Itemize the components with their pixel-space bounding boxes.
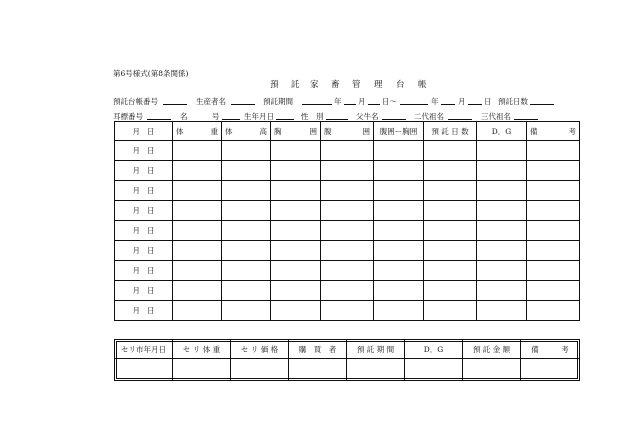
data-cell[interactable] [222,301,271,321]
header-text: 体 [225,126,233,136]
grandsire2-underline [448,119,472,120]
data-cell[interactable] [271,301,321,321]
month-label: 月 [132,146,140,155]
data-cell[interactable] [271,141,321,161]
data-cell[interactable] [374,181,424,201]
data-cell[interactable] [424,241,477,261]
date-cell [115,201,173,221]
day-label: 日 [147,306,155,315]
table-row [115,261,580,281]
day-label: 日 [147,186,155,195]
day2-label: 日 [484,97,492,106]
date-cell [115,241,173,261]
year2-label: 年 [431,97,439,106]
month-label: 月 [132,166,140,175]
ledger-number-underline [163,104,187,105]
data-cell[interactable] [477,141,527,161]
date-cell [115,261,173,281]
table-row [115,161,580,181]
data-cell[interactable] [222,241,271,261]
sale-table [114,339,580,381]
month1-underline [344,104,356,105]
data-cell[interactable] [477,161,527,181]
days-label: 預託日数 [498,97,528,106]
data-cell[interactable] [374,201,424,221]
month-label: 月 [132,246,140,255]
sale-table-header [115,340,580,359]
data-cell[interactable] [271,261,321,281]
sale-header-cell: 購 買 者 [289,340,347,359]
date-cell [115,281,173,301]
header-text: 重 [210,126,218,136]
data-cell[interactable] [173,181,222,201]
table-row [115,301,580,321]
data-cell[interactable] [424,161,477,181]
data-cell[interactable] [477,181,527,201]
measurement-header-cell [374,122,424,141]
measurement-table [114,121,580,321]
sale-header-cell: 預 託 期 間 [347,340,405,359]
day-label: 日 [147,146,155,155]
title-char: 帳 [418,80,427,90]
header-text: 囲 [362,126,370,136]
name-underline [222,119,240,120]
sale-header-cell: セリ市年月日 [115,340,173,359]
data-cell[interactable] [271,181,321,201]
sale-header-cell: セ リ 体 重 [173,340,231,359]
day-label: 日 [147,166,155,175]
data-cell[interactable] [222,261,271,281]
date-cell [115,221,173,241]
header-text: 月 [132,126,140,136]
sex-label-a: 性 [301,112,309,121]
sex-underline [326,119,348,120]
header-text: 日 [147,126,155,136]
ledger-number-label: 預託台帳番号 [113,97,158,106]
sale-header-cell: 備 考 [521,340,580,359]
sale-data-cell[interactable] [521,359,580,381]
data-cell[interactable] [271,281,321,301]
data-cell[interactable] [222,201,271,221]
data-cell[interactable] [527,221,580,241]
data-cell[interactable] [271,201,321,221]
data-cell[interactable] [321,241,374,261]
data-cell[interactable] [222,221,271,241]
data-cell[interactable] [173,221,222,241]
sale-data-cell[interactable] [463,359,521,381]
sale-data-cell[interactable] [405,359,463,381]
data-cell[interactable] [321,201,374,221]
table-row [115,281,580,301]
header-text: 考 [568,126,576,136]
producer-label: 生産者名 [196,97,226,106]
days-underline [530,104,554,105]
data-cell[interactable] [271,221,321,241]
birth-underline [276,119,294,120]
data-cell[interactable] [477,201,527,221]
day-label: 日 [147,286,155,295]
data-cell[interactable] [222,181,271,201]
data-cell[interactable] [173,261,222,281]
measurement-header-cell [527,122,580,141]
year2-underline [400,104,428,105]
grandsire3-underline [514,119,538,120]
producer-underline [231,104,255,105]
measurement-header-cell [222,122,271,141]
data-cell[interactable] [424,261,477,281]
sale-table-row [115,359,580,381]
grandsire2-label: 二代祖名 [414,112,444,121]
data-cell[interactable] [477,241,527,261]
data-cell[interactable] [374,301,424,321]
data-cell[interactable] [173,241,222,261]
day-label: 日 [147,246,155,255]
title-char: 管 [352,80,361,90]
data-cell[interactable] [271,161,321,181]
sire-underline [382,119,406,120]
ear-tag-label: 耳標番号 [113,112,143,121]
measurement-header-cell [115,122,173,141]
data-cell[interactable] [424,201,477,221]
day-label: 日 [147,266,155,275]
data-cell[interactable] [477,281,527,301]
data-cell[interactable] [173,141,222,161]
month2-underline [441,104,455,105]
name-label-a: 名 [180,112,188,121]
data-cell[interactable] [527,261,580,281]
data-cell[interactable] [173,201,222,221]
data-cell[interactable] [477,261,527,281]
sale-data-cell[interactable] [347,359,405,381]
header-text: 高 [259,126,267,136]
grandsire3-label: 三代祖名 [481,112,511,121]
measurement-header-cell [173,122,222,141]
header-text: 胸 [274,126,282,136]
day2-underline [468,104,482,105]
data-cell[interactable] [424,301,477,321]
data-cell[interactable] [321,161,374,181]
data-cell[interactable] [173,281,222,301]
data-cell[interactable] [321,181,374,201]
data-cell[interactable] [477,221,527,241]
table-row [115,141,580,161]
data-cell[interactable] [173,161,222,181]
month-label: 月 [132,226,140,235]
data-cell[interactable] [527,301,580,321]
sale-data-cell[interactable] [173,359,231,381]
data-cell[interactable] [424,281,477,301]
header-text: 預 託 日 数 [431,126,469,136]
data-cell[interactable] [321,221,374,241]
month-label: 月 [132,206,140,215]
data-cell[interactable] [374,141,424,161]
sale-data-cell[interactable] [289,359,347,381]
period-label: 預託期間 [263,97,293,106]
title-char: 託 [291,80,300,90]
title-char: 預 [270,80,279,90]
table-row [115,201,580,221]
ear-tag-underline [147,119,171,120]
data-cell[interactable] [321,141,374,161]
sale-header-cell: セ リ 価 格 [231,340,289,359]
period-year1-underline [302,104,332,105]
measurement-header-cell [477,122,527,141]
day1-underline [368,104,380,105]
data-cell[interactable] [222,141,271,161]
data-cell[interactable] [173,301,222,321]
data-cell[interactable] [424,221,477,241]
form-number: 第6号様式(第8条関係) [113,69,189,78]
data-cell[interactable] [527,241,580,261]
measurement-table-header [115,122,580,141]
data-cell[interactable] [477,301,527,321]
date-cell [115,141,173,161]
title-char: 畜 [331,80,340,90]
data-cell[interactable] [321,261,374,281]
month-label: 月 [132,266,140,275]
table-row [115,221,580,241]
date-cell [115,181,173,201]
data-cell[interactable] [374,281,424,301]
header-text: 備 [530,126,538,136]
header-text: 腹囲ー胸囲 [379,126,418,136]
data-cell[interactable] [527,201,580,221]
sire-label: 父牛名 [356,112,379,121]
measurement-header-cell [271,122,321,141]
sale-header-cell: 預 託 金 額 [463,340,521,359]
month-label: 月 [132,286,140,295]
day1-label: 日〜 [382,97,397,106]
table-row [115,241,580,261]
sale-data-cell[interactable] [115,359,173,381]
data-cell[interactable] [321,301,374,321]
sale-header-cell: D．G [405,340,463,359]
day-label: 日 [147,226,155,235]
day-label: 日 [147,206,155,215]
year1-label: 年 [334,97,342,106]
month2-label: 月 [458,97,466,106]
birth-label: 生年月日 [244,112,274,121]
data-cell[interactable] [374,261,424,281]
measurement-header-cell [321,122,374,141]
header-text: 囲 [309,126,317,136]
data-cell[interactable] [424,141,477,161]
month-label: 月 [132,186,140,195]
sex-label-b: 別 [316,112,324,121]
table-row [115,181,580,201]
month-label: 月 [132,306,140,315]
data-cell[interactable] [527,281,580,301]
date-cell [115,161,173,181]
data-cell[interactable] [222,161,271,181]
measurement-header-cell [424,122,477,141]
title-char: 理 [374,80,383,90]
name-label-b: 号 [212,112,220,121]
data-cell[interactable] [222,281,271,301]
date-cell [115,301,173,321]
month1-label: 月 [358,97,366,106]
data-cell[interactable] [527,141,580,161]
data-cell[interactable] [374,241,424,261]
data-cell[interactable] [374,221,424,241]
data-cell[interactable] [424,181,477,201]
data-cell[interactable] [527,181,580,201]
data-cell[interactable] [374,161,424,181]
sale-data-cell[interactable] [231,359,289,381]
header-text: 体 [176,126,184,136]
title-char: 台 [396,80,405,90]
header-text: 腹 [324,126,332,136]
data-cell[interactable] [321,281,374,301]
data-cell[interactable] [527,161,580,181]
header-text: D．G [491,126,512,136]
data-cell[interactable] [271,241,321,261]
title-char: 家 [310,80,319,90]
